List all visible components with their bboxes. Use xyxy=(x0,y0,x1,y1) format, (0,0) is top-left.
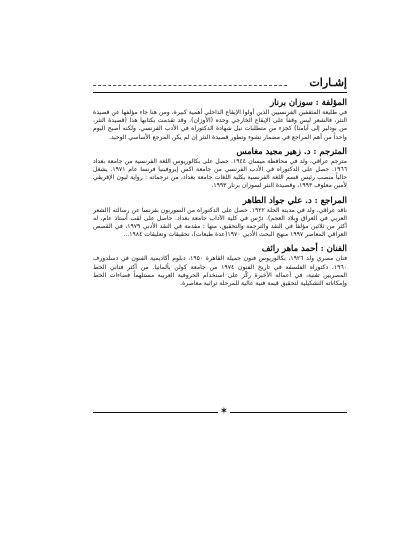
section-author xyxy=(93,96,347,142)
document-page xyxy=(93,76,347,466)
page-title: إشـارات xyxy=(305,76,347,90)
section-heading: المراجع : د. علي جواد الطاهر xyxy=(242,194,347,205)
section-body: في طليعة المثقفين الفرنسيين الذين أولوا الإيقاع الداخلي أهمية كبيرة، ومن هنا جاء مؤلفها عن قصيدة النثر، فالشعر ليس وقفاً على الإيقاع الخارجي وحده (الأوزان). وقد تقدمت بكتابها هذا (قصيدة النثر، من بودلير إلى أيامنا) كجزء من متطلبات نيل شهادة الدكتوراه في الأدب الفرنسي. ولكنه أصبح اليوم واحداً من أهم المراجع في مضمار نشوء وتطور قصيدة النثر إن لم يكن المرجع الأساسي الوحيد. xyxy=(93,109,347,141)
section-heading: المؤلفة : سوزان برنار xyxy=(270,97,347,107)
page-header xyxy=(93,76,347,93)
page-footer xyxy=(93,407,347,417)
section-heading: الفنان : أحمد ماهر رائف xyxy=(261,243,347,254)
section-heading: المترجم : د. زهير مجيد مغامس xyxy=(236,145,347,156)
section-body: مترجم عراقي، ولد في محافظة ميسان ١٩٤٤. حصل على بكالوريوس اللغة الفرنسية من جامعة بغداد ١٩٦٦. حصل على الدكتوراه في الأدب الفرنسي من جامعة اكس إيروفينيا فرنسا عام ١٩٧١. يشغل حالياً منصب رئيس قسم اللغة الفرنسية بكلية اللغات جامعة بغداد، من ترجماته : رواية ليون الإفريقي لأمين معلوف ١٩٩٣، وقصيدة النثر لسوزان برنار ١٩٩٣. xyxy=(93,157,347,190)
section-reviewer xyxy=(93,194,347,240)
section-translator xyxy=(93,145,347,191)
star-icon: ✶ xyxy=(219,406,229,417)
dashed-rule xyxy=(93,85,287,86)
section-artist xyxy=(93,242,347,288)
section-body: فنان مصري ولد ١٩٢٦، بكالوريوس فنون جميلة القاهرة ١٩٥٠، دبلوم أكاديمية الفنون في دسلدورف ١٩٦٠، دكتوراه الفلسفة في تاريخ الفنون ١٩٧٤ من جامعة كولن بألمانيا. من أكثر فناني الخط المصريين تقنية، في أعماله الأخيرة ركّز على استخدام الحروفية العربية مستلهماً فضاءات الخط وإمكاناته التشكيلية لتحقيق قيمة فنية عالية للمرحلة تراثية معاصرة. xyxy=(93,255,347,288)
section-body: ناقد عراقي، ولد في مدينة الحلة ١٩٢٢. حصل على الدكتوراه من السوربون بفرنسا عن رسالته (الشعر العربي في العراق وبلاد العجم). درّس في كلية الآداب جامعة بغداد. حاصل على لقب أستاذ عام، له أكثر من ثلاثين مؤلفاً في النقد والترجمة والتحقيق، منها : مقدمة في النقد الأدبي ١٩٧٩، في القصص العراقي المعاصر ١٩٩٧ منهج البحث الأدبي ١٩٧٠(عدة طبعات)، تحقيقات وتعليقات ١٩٨٤... xyxy=(93,206,348,239)
